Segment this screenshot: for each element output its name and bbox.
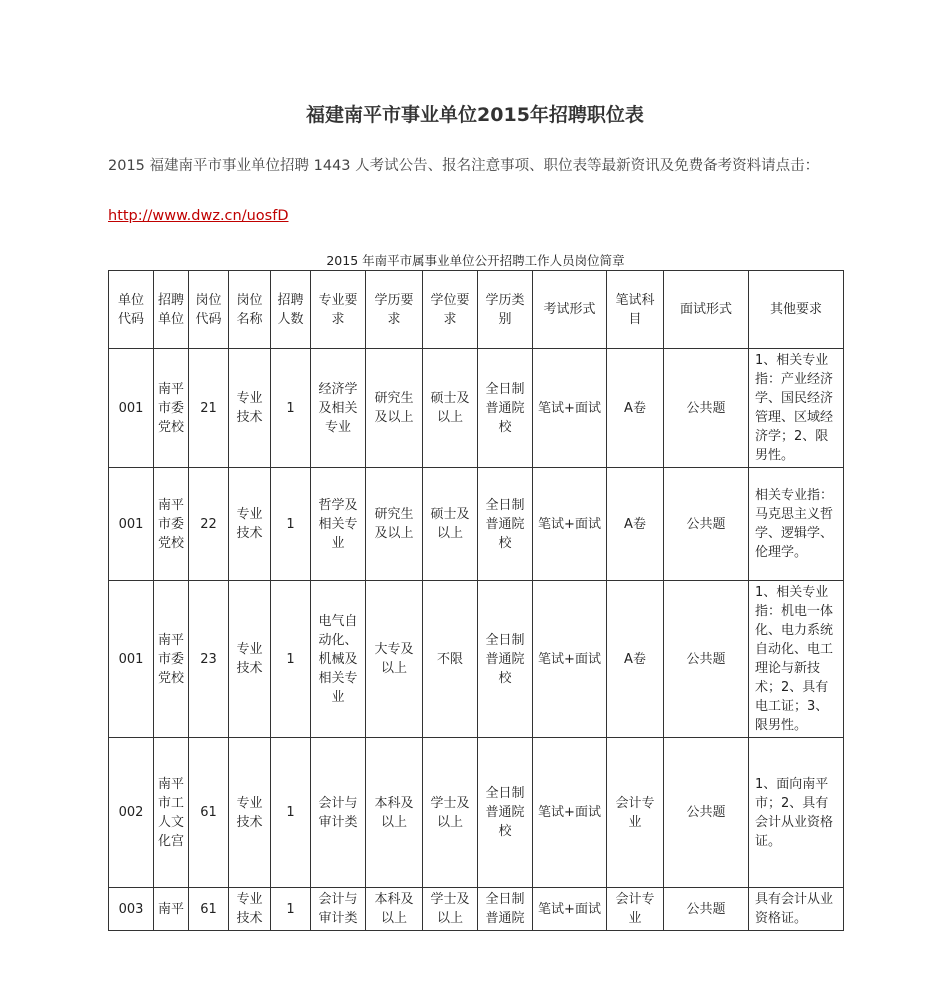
exam-cell: 笔试+面试 [533,349,607,468]
interview-cell: 公共题 [664,888,749,931]
edu-cell: 本科及以上 [366,738,423,888]
post-code-cell: 22 [189,468,229,581]
count-cell: 1 [271,581,311,738]
exam-cell: 笔试+面试 [533,738,607,888]
count-cell: 1 [271,468,311,581]
written-cell: 会计专业 [607,738,664,888]
post-code-cell: 61 [189,888,229,931]
exam-cell: 笔试+面试 [533,581,607,738]
header-cell: 招聘单位 [154,271,189,349]
unit-code-cell: 001 [109,468,154,581]
edu-cell: 研究生及以上 [366,349,423,468]
header-cell: 岗位代码 [189,271,229,349]
header-cell: 岗位名称 [229,271,271,349]
written-cell: A卷 [607,468,664,581]
post-code-cell: 23 [189,581,229,738]
edu-cell: 本科及以上 [366,888,423,931]
table-header-row [109,271,844,349]
header-cell: 面试形式 [664,271,749,349]
edu-type-cell: 全日制普通院 [478,888,533,931]
table-row [109,888,844,931]
degree-cell: 硕士及以上 [423,468,478,581]
other-cell: 具有会计从业资格证。 [749,888,844,931]
interview-cell: 公共题 [664,349,749,468]
unit-code-cell: 001 [109,349,154,468]
header-cell: 学位要求 [423,271,478,349]
unit-cell: 南平市委党校 [154,468,189,581]
other-cell: 1、面向南平市；2、具有会计从业资格证。 [749,738,844,888]
post-code-cell: 21 [189,349,229,468]
post-name-cell: 专业技术 [229,468,271,581]
intro-text: 2015 福建南平市事业单位招聘 1443 人考试公告、报名注意事项、职位表等最新资讯及免费备考资料请点击： [108,158,820,174]
unit-cell: 南平市委党校 [154,581,189,738]
header-cell: 笔试科目 [607,271,664,349]
unit-cell: 南平市委党校 [154,349,189,468]
unit-code-cell: 003 [109,888,154,931]
post-name-cell: 专业技术 [229,581,271,738]
other-cell: 1、相关专业指：机电一体化、电力系统自动化、电工理论与新技术；2、具有电工证；3、限男性。 [749,581,844,738]
major-cell: 会计与审计类 [311,888,366,931]
unit-cell: 南平 [154,888,189,931]
exam-cell: 笔试+面试 [533,468,607,581]
other-cell: 相关专业指：马克思主义哲学、逻辑学、伦理学。 [749,468,844,581]
table-row [109,349,844,468]
table-row [109,468,844,581]
edu-cell: 大专及以上 [366,581,423,738]
interview-cell: 公共题 [664,738,749,888]
table-row [109,581,844,738]
table-row [109,738,844,888]
count-cell: 1 [271,738,311,888]
header-cell: 学历要求 [366,271,423,349]
degree-cell: 学士及以上 [423,738,478,888]
written-cell: 会计专业 [607,888,664,931]
header-cell: 单位代码 [109,271,154,349]
header-cell: 其他要求 [749,271,844,349]
page-title: 福建南平市事业单位2015年招聘职位表 [306,104,644,126]
edu-type-cell: 全日制普通院校 [478,738,533,888]
post-name-cell: 专业技术 [229,349,271,468]
degree-cell: 硕士及以上 [423,349,478,468]
exam-cell: 笔试+面试 [533,888,607,931]
major-cell: 哲学及相关专业 [311,468,366,581]
edu-type-cell: 全日制普通院校 [478,468,533,581]
header-cell: 考试形式 [533,271,607,349]
job-table [108,270,844,931]
header-cell: 招聘人数 [271,271,311,349]
edu-type-cell: 全日制普通院校 [478,581,533,738]
other-cell: 1、相关专业指：产业经济学、国民经济管理、区域经济学；2、限男性。 [749,349,844,468]
degree-cell: 学士及以上 [423,888,478,931]
table-caption: 2015 年南平市属事业单位公开招聘工作人员岗位简章 [326,253,625,268]
count-cell: 1 [271,349,311,468]
unit-code-cell: 002 [109,738,154,888]
unit-cell: 南平市工人文化宫 [154,738,189,888]
major-cell: 电气自动化、机械及相关专业 [311,581,366,738]
major-cell: 经济学及相关专业 [311,349,366,468]
header-cell: 学历类别 [478,271,533,349]
count-cell: 1 [271,888,311,931]
interview-cell: 公共题 [664,468,749,581]
edu-cell: 研究生及以上 [366,468,423,581]
written-cell: A卷 [607,349,664,468]
interview-cell: 公共题 [664,581,749,738]
edu-type-cell: 全日制普通院校 [478,349,533,468]
post-name-cell: 专业技术 [229,738,271,888]
degree-cell: 不限 [423,581,478,738]
header-cell: 专业要求 [311,271,366,349]
post-name-cell: 专业技术 [229,888,271,931]
post-code-cell: 61 [189,738,229,888]
written-cell: A卷 [607,581,664,738]
resource-link[interactable]: http://www.dwz.cn/uosfD [108,208,289,224]
unit-code-cell: 001 [109,581,154,738]
major-cell: 会计与审计类 [311,738,366,888]
